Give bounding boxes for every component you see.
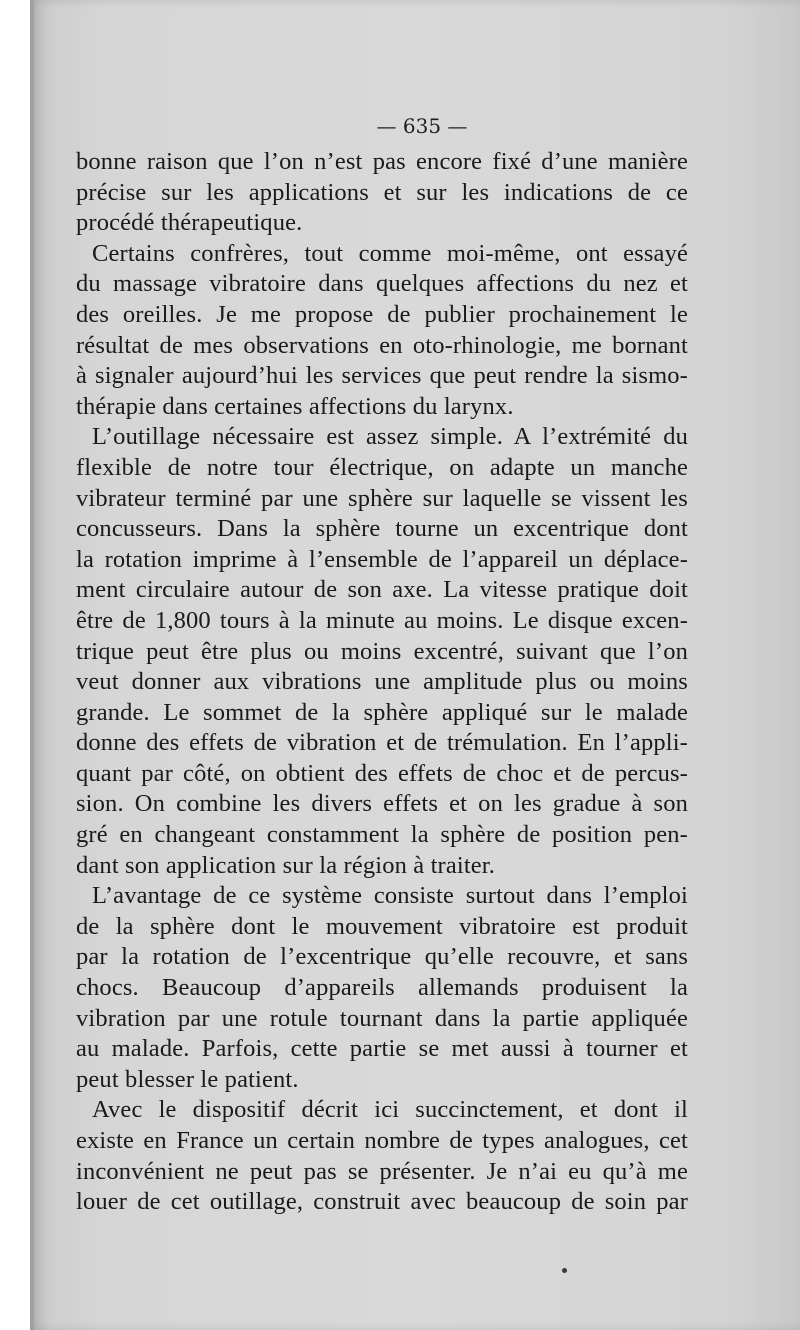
text-line: donne des effets de vibration et de trémulation. En l’appli- bbox=[76, 729, 688, 757]
text-line: précise sur les applications et sur les indications de ce bbox=[76, 178, 688, 206]
text-line: thérapie dans certaines affections du larynx. bbox=[76, 392, 514, 420]
text-line: gré en changeant constamment la sphère de position pen- bbox=[76, 821, 688, 849]
text-line: vibration par une rotule tournant dans la partie appliquée bbox=[76, 1004, 688, 1032]
body-text bbox=[76, 147, 688, 1218]
text-line: au malade. Parfois, cette partie se met aussi à tourner et bbox=[76, 1035, 688, 1063]
text-line: résultat de mes observations en oto-rhinologie, me bornant bbox=[76, 331, 688, 359]
text-line: trique peut être plus ou moins excentré, suivant que l’on bbox=[76, 637, 688, 665]
text-line: dant son application sur la région à traiter. bbox=[76, 851, 496, 879]
page-header bbox=[0, 114, 800, 138]
text-line: chocs. Beaucoup d’appareils allemands produisent la bbox=[76, 974, 688, 1002]
text-line: la rotation imprime à l’ensemble de l’appareil un déplace- bbox=[76, 545, 688, 573]
text-line: des oreilles. Je me propose de publier prochainement le bbox=[76, 300, 688, 328]
text-line: bonne raison que l’on n’est pas encore fixé d’une manière bbox=[76, 148, 688, 175]
ink-speck bbox=[562, 1268, 567, 1273]
text-line: par la rotation de l’excentrique qu’elle recouvre, et sans bbox=[76, 943, 688, 971]
text-line: concusseurs. Dans la sphère tourne un excentrique dont bbox=[76, 515, 688, 543]
text-line: L’avantage de ce système consiste surtout dans l’emploi bbox=[92, 882, 688, 910]
text-line: Avec le dispositif décrit ici succinctement, et dont il bbox=[92, 1096, 688, 1124]
text-line: Certains confrères, tout comme moi-même, ont essayé bbox=[92, 239, 688, 267]
text-line: peut blesser le patient. bbox=[76, 1065, 299, 1093]
text-line: L’outillage nécessaire est assez simple. A l’extrémité du bbox=[92, 423, 688, 451]
text-line: être de 1,800 tours à la minute au moins. Le disque excen- bbox=[76, 606, 688, 634]
scan-margin bbox=[0, 0, 34, 1330]
text-line: du massage vibratoire dans quelques affections du nez et bbox=[76, 270, 688, 298]
text-line: veut donner aux vibrations une amplitude plus ou moins bbox=[76, 668, 688, 696]
text-line: inconvénient ne peut pas se présenter. Je n’ai eu qu’à me bbox=[76, 1157, 688, 1185]
text-line: sion. On combine les divers effets et on les gradue à son bbox=[76, 790, 688, 818]
text-line: existe en France un certain nombre de types analogues, cet bbox=[76, 1127, 688, 1154]
text-line: grande. Le sommet de la sphère appliqué sur le malade bbox=[76, 698, 688, 726]
text-line: quant par côté, on obtient des effets de choc et de percus- bbox=[76, 759, 688, 787]
text-line: procédé thérapeutique. bbox=[76, 209, 303, 237]
page-edge bbox=[30, 0, 34, 1330]
text-line: de la sphère dont le mouvement vibratoire est produit bbox=[76, 912, 688, 940]
text-line: flexible de notre tour électrique, on adapte un manche bbox=[76, 453, 688, 481]
page-number: — 635 — bbox=[376, 114, 468, 138]
text-line: à signaler aujourd’hui les services que peut rendre la sismo- bbox=[76, 362, 688, 390]
text-line: ment circulaire autour de son axe. La vitesse pratique doit bbox=[76, 576, 688, 604]
text-line: vibrateur terminé par une sphère sur laquelle se vissent les bbox=[76, 484, 688, 512]
text-line: louer de cet outillage, construit avec beaucoup de soin par bbox=[76, 1188, 688, 1216]
